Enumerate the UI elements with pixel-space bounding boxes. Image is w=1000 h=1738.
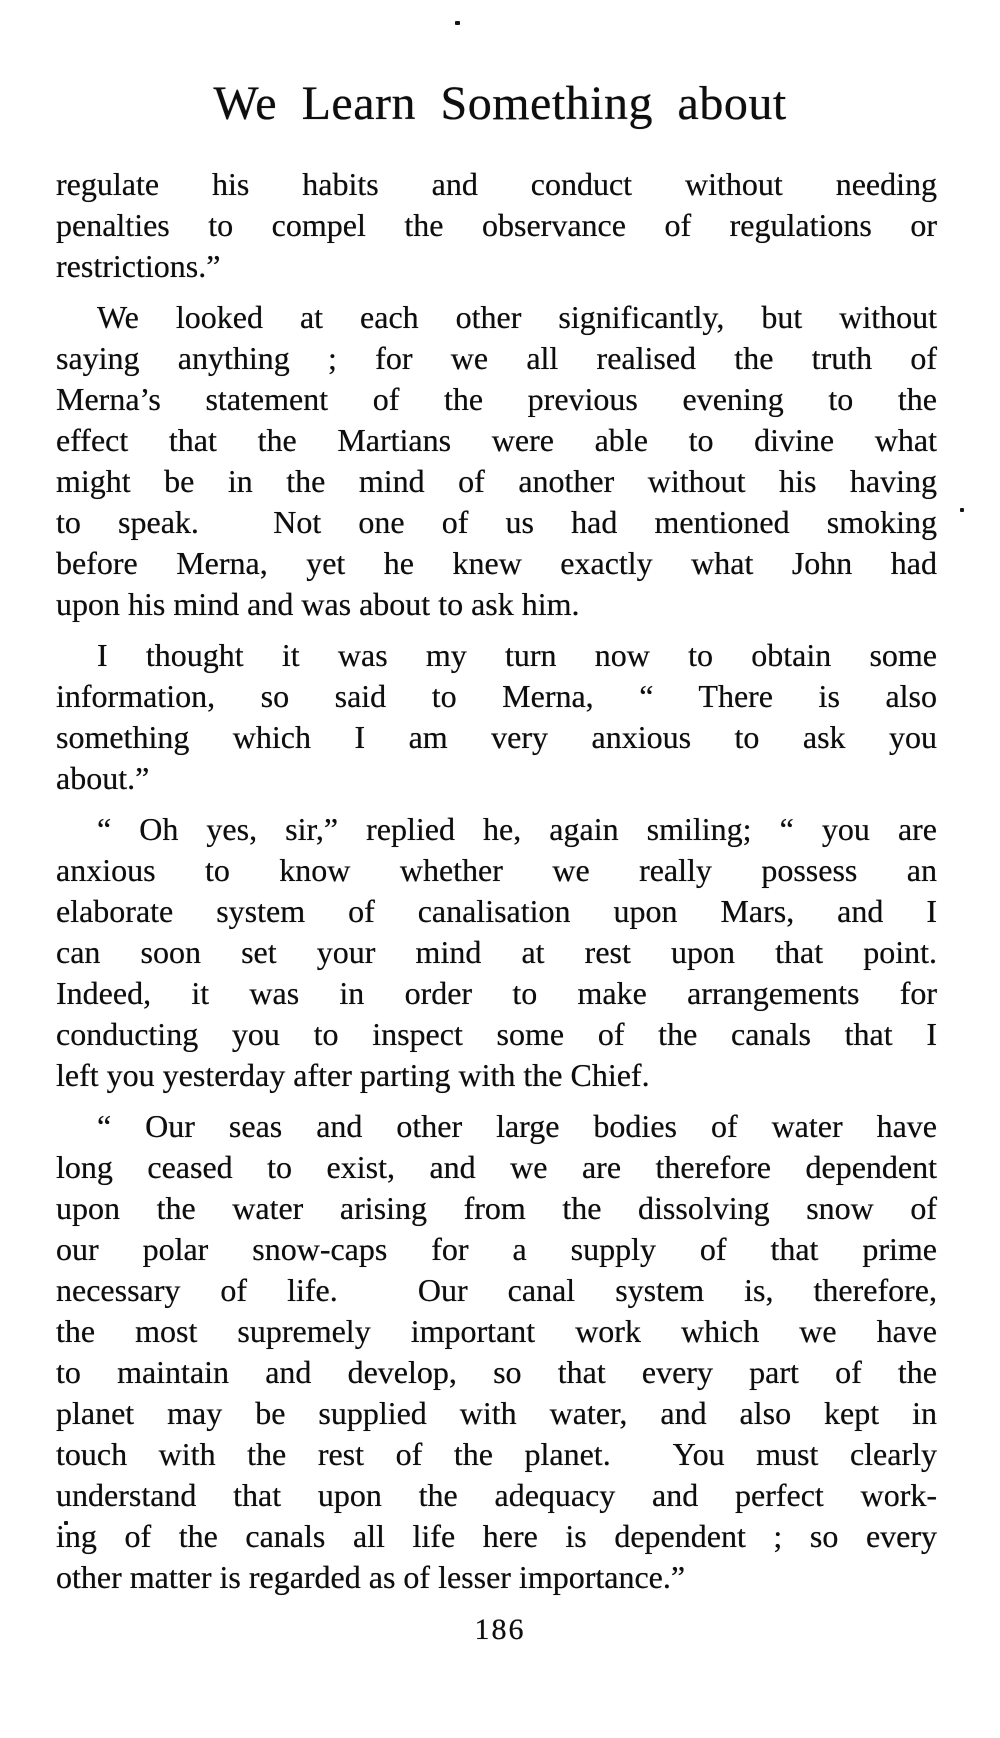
- text-line: anxious to know whether we really possess an: [56, 852, 937, 888]
- text-line: regulate his habits and conduct without needing: [56, 166, 937, 202]
- paragraph: [56, 164, 937, 287]
- text-line: Indeed, it was in order to make arrangements for: [56, 975, 937, 1011]
- text-line: the most supremely important work which we have: [56, 1313, 937, 1349]
- text-line: before Merna, yet he knew exactly what John had: [56, 545, 937, 581]
- text-line: Merna’s statement of the previous evening to the: [56, 381, 937, 417]
- text-line: We looked at each other significantly, but without: [97, 299, 937, 335]
- text-line: something which I am very anxious to ask you: [56, 719, 937, 755]
- paragraph: [56, 809, 937, 1096]
- text-line: left you yesterday after parting with the Chief.: [56, 1057, 650, 1093]
- text-line: about.”: [56, 760, 150, 796]
- ink-speck: [960, 508, 964, 512]
- page-header-title: We Learn Something about: [213, 77, 787, 130]
- paragraph: [56, 635, 937, 799]
- text-line: long ceased to exist, and we are therefore dependent: [56, 1149, 937, 1185]
- text-line: saying anything ; for we all realised the truth of: [56, 340, 937, 376]
- text-line: upon his mind and was about to ask him.: [56, 586, 580, 622]
- page-number: 186: [474, 1613, 526, 1646]
- page-body: [56, 164, 937, 1598]
- text-line: “ Our seas and other large bodies of water have: [97, 1108, 937, 1144]
- text-line: planet may be supplied with water, and also kept in: [56, 1395, 937, 1431]
- text-line: conducting you to inspect some of the canals that I: [56, 1016, 937, 1052]
- text-line: information, so said to Merna, “ There is also: [56, 678, 937, 714]
- text-line: our polar snow-caps for a supply of that prime: [56, 1231, 937, 1267]
- text-line: ing of the canals all life here is dependent ; so every: [56, 1518, 937, 1554]
- paragraph: [56, 297, 937, 625]
- text-line: necessary of life. Our canal system is, therefore,: [56, 1272, 937, 1308]
- text-line: restrictions.”: [56, 248, 221, 284]
- text-line: understand that upon the adequacy and perfect work-: [56, 1477, 937, 1513]
- text-line: elaborate system of canalisation upon Mars, and I: [56, 893, 937, 929]
- text-line: to maintain and develop, so that every part of the: [56, 1354, 937, 1390]
- text-line: touch with the rest of the planet. You must clearly: [56, 1436, 937, 1472]
- text-line: effect that the Martians were able to divine what: [56, 422, 937, 458]
- ink-speck: [455, 21, 460, 25]
- text-line: other matter is regarded as of lesser importance.”: [56, 1559, 686, 1595]
- text-line: I thought it was my turn now to obtain some: [97, 637, 937, 673]
- text-line: to speak. Not one of us had mentioned smoking: [56, 504, 937, 540]
- text-line: can soon set your mind at rest upon that point.: [56, 934, 937, 970]
- text-line: might be in the mind of another without his having: [56, 463, 937, 499]
- text-line: penalties to compel the observance of regulations or: [56, 207, 937, 243]
- text-line: upon the water arising from the dissolving snow of: [56, 1190, 937, 1226]
- paragraph: [56, 1106, 937, 1598]
- text-line: “ Oh yes, sir,” replied he, again smiling; “ you are: [97, 811, 937, 847]
